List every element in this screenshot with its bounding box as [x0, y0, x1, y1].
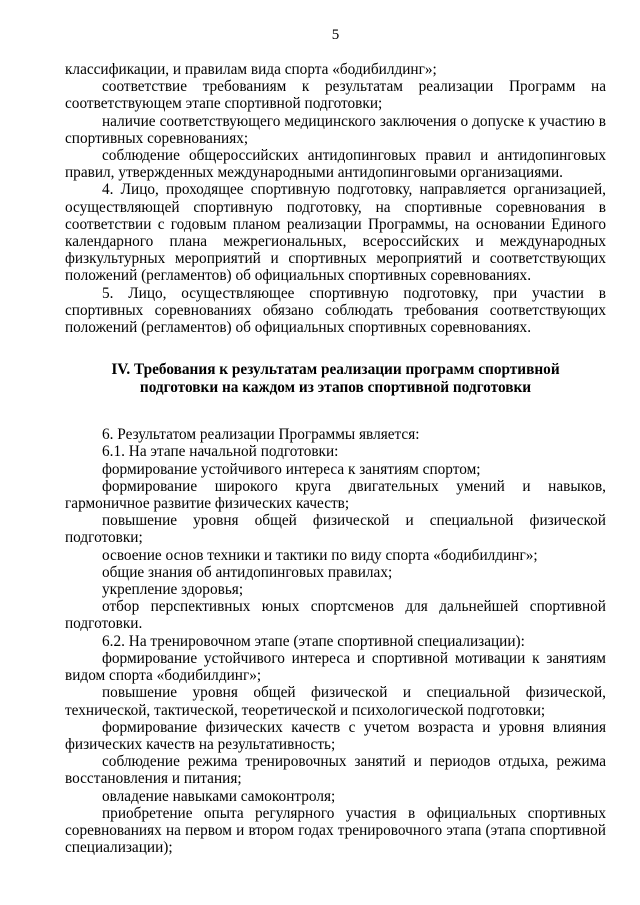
paragraph: формирование физических качеств с учетом возраста и уровня влияния физических качеств на результативность; [65, 718, 606, 753]
paragraph: приобретение опыта регулярного участия в официальных спортивных соревнованиях на первом и втором годах тренировочного этапа (этапа спортивной специализации); [65, 804, 606, 857]
paragraph: укрепление здоровья; [102, 581, 244, 599]
section-heading: IV. Требования к результатам реализации программ спортивной подготовки на каждом из этапов спортивной подготовки [111, 361, 560, 397]
paragraph: 5. Лицо, осуществляющее спортивную подготовку, при участии в спортивных соревнованиях обязано соблюдать требования соответствующих положений (регламентов) об официальных спортивных соревнованиях. [65, 284, 606, 337]
paragraph: соответствие требованиям к результатам реализации Программ на соответствующем этапе спортивной подготовки; [65, 78, 606, 113]
paragraph: классификации, и правилам вида спорта «бодибилдинг»; [65, 61, 437, 78]
paragraph: 6.2. На тренировочном этапе (этапе спортивной специализации): [102, 632, 525, 650]
paragraph: 4. Лицо, проходящее спортивную подготовку, направляется организацией, осуществляющей спортивную подготовку, на спортивные соревнования в соответствии с годовым планом реализации Программы, на основании Единого календарного плана межрегиональных, всероссийских и международных физкультурных мероприятий и спортивных мероприятий и соответствующих положений (регламентов) об официальных спортивных соревнованиях. [65, 181, 606, 285]
paragraph: овладение навыками самоконтроля; [102, 787, 336, 805]
body-text-bottom [65, 426, 606, 856]
paragraph: соблюдение общероссийских антидопинговых правил и антидопинговых правил, утвержденных международными антидопинговыми организациями. [65, 147, 606, 182]
body-text-top [65, 61, 606, 336]
paragraph: наличие соответствующего медицинского заключения о допуске к участию в спортивных соревнованиях; [65, 112, 606, 147]
paragraph: формирование широкого круга двигательных умений и навыков, гармоничное развитие физических качеств; [65, 477, 606, 513]
page-number: 5 [331, 27, 340, 43]
paragraph: 6. Результатом реализации Программы является: [102, 426, 420, 444]
paragraph: отбор перспективных юных спортсменов для дальнейшей спортивной подготовки. [65, 598, 606, 633]
paragraph: формирование устойчивого интереса к занятиям спортом; [102, 460, 481, 478]
paragraph: повышение уровня общей физической и специальной физической подготовки; [65, 512, 606, 547]
paragraph: общие знания об антидопинговых правилах; [102, 563, 393, 581]
paragraph: освоение основ техники и тактики по виду спорта «бодибилдинг»; [102, 546, 538, 564]
paragraph: повышение уровня общей физической и специальной физической, технической, тактической, теоретической и психологической подготовки; [65, 684, 606, 719]
paragraph: 6.1. На этапе начальной подготовки: [102, 443, 339, 461]
paragraph: формирование устойчивого интереса и спортивной мотивации к занятиям видом спорта «бодибилдинг»; [65, 649, 606, 685]
paragraph: соблюдение режима тренировочных занятий и периодов отдыха, режима восстановления и питания; [65, 753, 606, 788]
